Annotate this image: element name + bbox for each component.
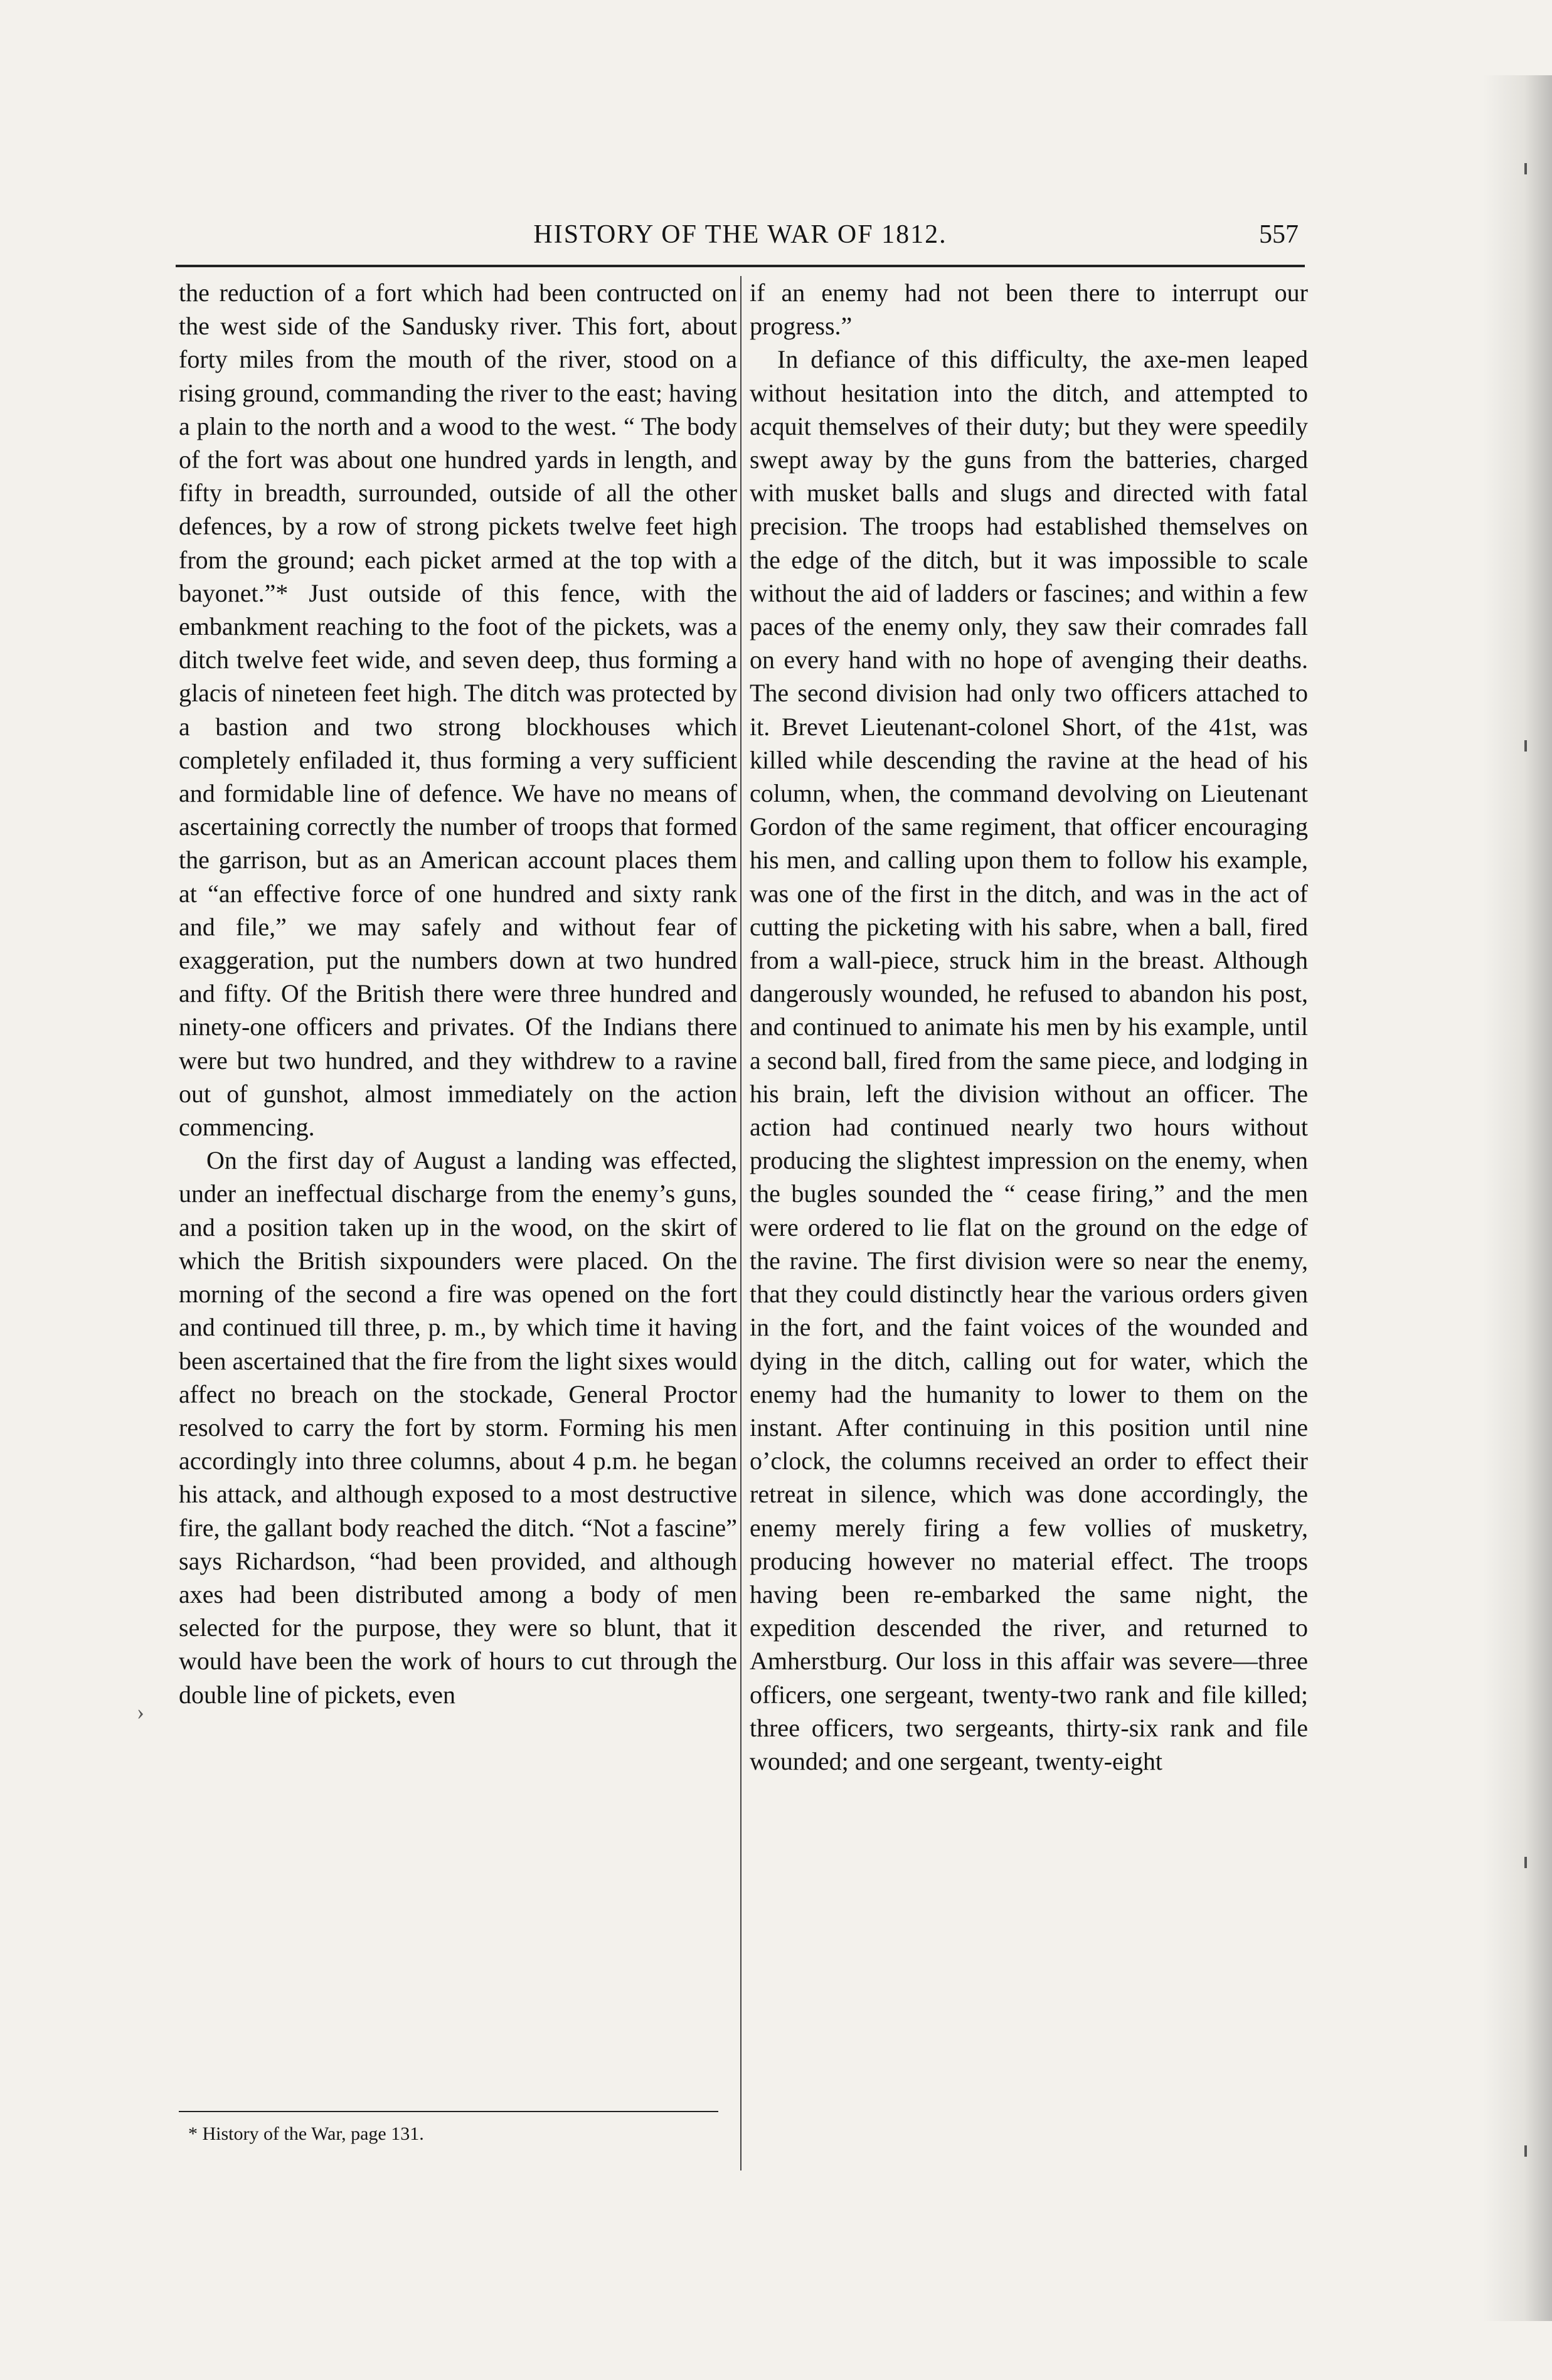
- header-rule: [176, 265, 1305, 267]
- left-paragraph-2: On the first day of August a landing was effected, under an ineffectual discharge from the enemy’s guns, and a position taken up in the wood, on the skirt of which the British sixpounders were placed. On the morning of the second a fire was opened on the fort and continued till three, p. m., by which time it having been ascertained that the fire from the light sixes would affect no breach on the stockade, General Proctor resolved to carry the fort by storm. Forming his men accordingly into three columns, about 4 p.m. he began his attack, and although exposed to a most destructive fire, the gallant body reached the ditch. “Not a fascine” says Richardson, “had been provided, and although axes had been distributed among a body of men selected for the purpose, they were so blunt, that it would have been the work of hours to cut through the double line of pickets, even: [179, 1146, 737, 1709]
- right-paragraph-1: if an enemy had not been there to interrupt our progress.”: [750, 279, 1308, 341]
- page-number: 557: [1259, 220, 1299, 249]
- scan-speck: [1524, 740, 1527, 752]
- right-column: [750, 276, 1308, 1778]
- footnote: * History of the War, page 131.: [188, 2123, 424, 2144]
- column-divider: [740, 276, 741, 2170]
- left-paragraph-1: the reduction of a fort which had been contructed on the west side of the Sandusky river. This fort, about forty miles from the mouth of the river, stood on a rising ground, commanding the river to the east; having a plain to the north and a wood to the west. “ The body of the fort was about one hundred yards in length, and fifty in breadth, surrounded, outside of all the other defences, by a row of strong pickets twelve feet high from the ground; each picket armed at the top with a bayonet.”* Just outside of this fence, with the embankment reaching to the foot of the pickets, was a ditch twelve feet wide, and seven deep, thus forming a glacis of nineteen feet high. The ditch was protected by a bastion and two strong blockhouses which completely enfiladed it, thus forming a very sufficient and formidable line of defence. We have no means of ascertaining correctly the number of troops that formed the garrison, but as an American account places them at “an effective force of one hundred and sixty rank and file,” we may safely and without fear of exaggeration, put the numbers down at two hundred and fifty. Of the British there were three hundred and ninety-one officers and privates. Of the Indians there were but two hundred, and they withdrew to a ravine out of gunshot, almost immediately on the action commencing.: [179, 279, 737, 1142]
- scan-speck: [1524, 1857, 1527, 1868]
- scan-speck: [1524, 163, 1527, 174]
- running-title: HISTORY OF THE WAR OF 1812.: [533, 220, 947, 249]
- scan-speck: [1524, 2145, 1527, 2157]
- scan-edge-shadow: [1483, 75, 1552, 2321]
- margin-mark: ›: [137, 1699, 144, 1724]
- running-head: [182, 220, 1299, 257]
- left-column: [179, 276, 737, 1711]
- footnote-rule: [179, 2111, 718, 2112]
- right-paragraph-2: In defiance of this difficulty, the axe-men leaped without hesitation into the ditch, and attempted to acquit themselves of their duty; but they were speedily swept away by the guns from the batteries, charged with musket balls and slugs and directed with fatal precision. The troops had established themselves on the edge of the ditch, but it was impossible to scale without the aid of ladders or fascines; and within a few paces of the enemy only, they saw their comrades fall on every hand with no hope of avenging their deaths. The second division had only two officers attached to it. Brevet Lieutenant-colonel Short, of the 41st, was killed while descending the ravine at the head of his column, when, the command devolving on Lieutenant Gordon of the same regiment, that officer encouraging his men, and calling upon them to follow his example, was one of the first in the ditch, and was in the act of cutting the picketing with his sabre, when a ball, fired from a wall-piece, struck him in the breast. Although dangerously wounded, he refused to abandon his post, and continued to animate his men by his example, until a second ball, fired from the same piece, and lodging in his brain, left the division without an officer. The action had continued nearly two hours without producing the slightest impression on the enemy, when the bugles sounded the “ cease firing,” and the men were ordered to lie flat on the ground on the edge of the ravine. The first division were so near the enemy, that they could distinctly hear the various orders given in the fort, and the faint voices of the wounded and dying in the ditch, calling out for water, which the enemy had the humanity to lower to them on the instant. After continuing in this position until nine o’clock, the columns received an order to effect their retreat in silence, which was done accordingly, the enemy merely firing a few vollies of musketry, producing however no material effect. The troops having been re-embarked the same night, the expedition descended the river, and returned to Amherstburg. Our loss in this affair was severe—three officers, one sergeant, twenty-two rank and file killed; three officers, two sergeants, thirty-six rank and file wounded; and one sergeant, twenty-eight: [750, 345, 1308, 1775]
